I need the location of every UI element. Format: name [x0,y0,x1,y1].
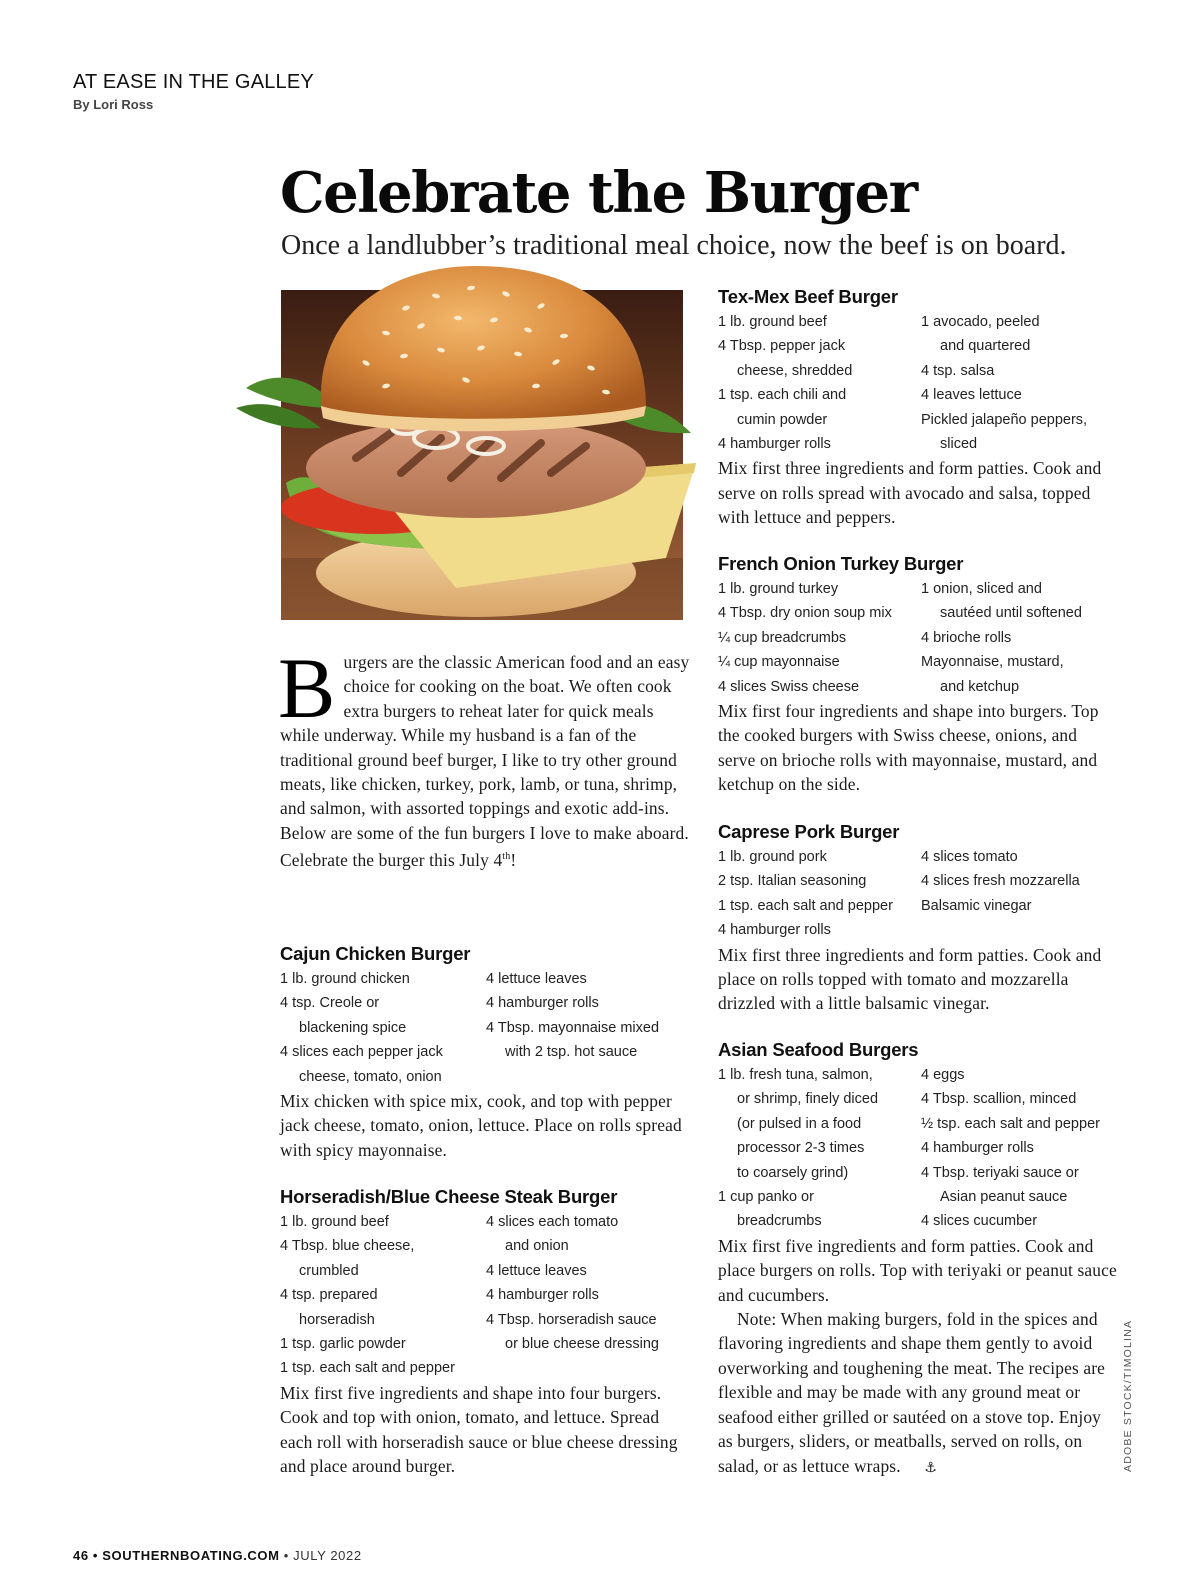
ingredient-item: sautéed until softened [940,605,1082,622]
ingredient-list [280,967,690,1089]
ingredient-column [718,577,921,699]
page-number: 46 [73,1548,89,1563]
burger-photo [226,258,698,624]
recipe-horseradish [280,1185,690,1478]
intro-text: urgers are the classic American food and an easy choice for cooking on the boat. We often cook extra burgers to reheat later for quick meals while underway. While my husband is a fan of the traditional ground beef burger, I like to try other ground meats, like chicken, turkey, pork, lamb, or tuna, shrimp, and salmon, with assorted toppings and exotic add-ins. Below are some of the fun burgers I love to make aboard. Celebrate the burger this July 4 [280,652,690,871]
recipe-cajun [280,942,690,1162]
ingredient-column [718,845,921,943]
ingredient-column [718,1063,921,1234]
recipe-directions: Mix first five ingredients and form patties. Cook and place burgers on rolls. Top with teriyaki or peanut sauce and cucumbers. [718,1235,1117,1305]
ingredient-column [921,310,1087,456]
ingredient-list [718,310,1118,456]
deck: Once a landlubber’s traditional meal choice, now the beef is on board. [281,230,1067,261]
cooking-note-text: Note: When making burgers, fold in the spices and flavoring ingredients and shape them gently to avoid overworking and toughening the meat. The recipes are flexible and may be made with any ground meat or seafood either grilled or sautéed on a stove top. Enjoy as burgers, sliders, or meatballs, served on rolls, on salad, or as lettuce wraps. [718,1309,1106,1476]
ingredient-item: 4 tsp. prepared [280,1287,378,1304]
ingredient-item: Balsamic vinegar [921,897,1032,914]
ingredient-item: 4 eggs [921,1067,965,1083]
ingredient-item: 4 Tbsp. pepper jack [718,338,846,355]
ingredient-item: 4 hamburger rolls [486,995,599,1012]
ingredient-list [280,1210,690,1381]
ingredient-item: 1 tsp. garlic powder [280,1336,406,1353]
ingredient-list [718,577,1118,699]
ingredient-item: sliced [940,436,978,453]
recipe-title: Tex-Mex Beef Burger [718,286,898,307]
ingredient-column [718,310,921,456]
ingredient-item: 1 avocado, peeled [921,314,1040,330]
ingredient-item: to coarsely grind) [737,1164,849,1181]
ingredient-item: ½ tsp. each salt and pepper [921,1115,1100,1132]
ingredient-list [718,1063,1118,1234]
ingredient-item: 1 lb. ground pork [718,849,827,865]
ingredient-item: 4 slices each tomato [486,1214,619,1230]
ingredient-item: or blue cheese dressing [505,1336,659,1353]
recipe-french-onion [718,552,1118,797]
ingredient-column [921,1063,1100,1234]
site-name: SOUTHERNBOATING.COM [102,1548,280,1563]
recipe-caprese [718,820,1118,1016]
ingredient-item: 4 tsp. salsa [921,362,995,379]
ingredient-column [486,1210,659,1381]
ingredient-column [486,967,659,1089]
ingredient-item: and quartered [940,338,1031,355]
ingredient-item: Asian peanut sauce [940,1189,1068,1206]
page-footer: 46 • SOUTHERNBOATING.COM • JULY 2022 [73,1548,362,1563]
intro-superscript: th [502,851,511,863]
ingredient-item: or shrimp, finely diced [737,1091,879,1108]
section-header [73,70,314,114]
ingredient-item: ¼ cup mayonnaise [718,654,840,671]
ingredient-item: 4 brioche rolls [921,629,1012,646]
ingredient-item: 4 hamburger rolls [718,922,831,939]
ingredient-item: 1 lb. ground turkey [718,581,839,597]
ingredient-item: 4 Tbsp. horseradish sauce [486,1311,657,1328]
ingredient-item: 4 lettuce leaves [486,971,587,987]
ingredient-item: 1 tsp. each chili and [718,387,847,404]
ingredient-item: 4 Tbsp. blue cheese, [280,1238,415,1255]
ingredient-item: and ketchup [940,678,1020,695]
ingredient-item: (or pulsed in a food [737,1115,862,1132]
ingredient-item: 4 Tbsp. scallion, minced [921,1091,1077,1108]
ingredient-item: blackening spice [299,1019,407,1036]
recipe-texmex [718,285,1118,530]
ingredient-item: and onion [505,1238,569,1255]
ingredient-item: 1 lb. ground chicken [280,971,410,987]
ingredient-item: 4 leaves lettuce [921,387,1022,404]
recipe-title: French Onion Turkey Burger [718,553,964,574]
ingredient-item: ¼ cup breadcrumbs [718,629,847,646]
ingredient-item: horseradish [299,1311,375,1328]
ingredient-item: 4 Tbsp. mayonnaise mixed [486,1019,660,1036]
ingredient-item: 4 lettuce leaves [486,1262,587,1279]
ingredient-item: Mayonnaise, mustard, [921,654,1064,671]
cooking-note [718,1307,1118,1480]
ingredient-item: 4 slices cucumber [921,1213,1038,1230]
recipe-directions: Mix first three ingredients and form patties. Cook and serve on rolls spread with avocado and salsa, topped with lettuce and peppers. [718,458,1102,528]
ingredient-item: 4 slices each pepper jack [280,1044,443,1061]
ingredient-item: 4 Tbsp. teriyaki sauce or [921,1164,1079,1181]
ingredient-item: 1 tsp. each salt and pepper [280,1360,455,1377]
ingredient-item: 4 hamburger rolls [486,1287,599,1304]
recipe-directions: Mix first five ingredients and shape into four burgers. Cook and top with onion, tomato, and lettuce. Spread each roll with horseradish sauce or blue cheese dressing and place around burger. [280,1382,678,1477]
ingredient-item: 4 slices Swiss cheese [718,678,860,695]
recipe-title: Horseradish/Blue Cheese Steak Burger [280,1186,618,1207]
ingredient-item: 1 tsp. each salt and pepper [718,897,893,914]
ingredient-item: 1 lb. ground beef [280,1214,389,1230]
drop-cap: B [278,640,336,736]
ingredient-column [280,967,486,1089]
ingredient-item: 1 lb. ground beef [718,314,827,330]
recipe-asian-seafood [718,1038,1118,1480]
recipe-directions: Mix first three ingredients and form patties. Cook and place on rolls topped with tomato and mozzarella drizzled with a little balsamic vinegar. [718,944,1102,1014]
ingredient-item: 2 tsp. Italian seasoning [718,873,867,890]
issue-date: JULY 2022 [293,1548,362,1563]
ingredient-item: 1 cup panko or [718,1189,814,1206]
ingredient-item: with 2 tsp. hot sauce [505,1044,638,1061]
ingredient-item: cumin powder [737,411,828,428]
recipe-title: Cajun Chicken Burger [280,943,471,964]
ingredient-item: 4 slices fresh mozzarella [921,873,1080,890]
photo-credit: ADOBE STOCK/TIMOLINA [1122,1319,1134,1472]
section-title: AT EASE IN THE GALLEY [73,71,314,93]
ingredient-item: 4 hamburger rolls [718,436,831,453]
ingredient-item: Pickled jalapeño peppers, [921,411,1088,428]
ingredient-item: 4 slices tomato [921,849,1018,865]
ingredient-column [921,577,1082,699]
recipe-title: Caprese Pork Burger [718,821,900,842]
recipe-title: Asian Seafood Burgers [718,1039,919,1060]
ingredient-item: cheese, tomato, onion [299,1068,442,1085]
ingredient-item: processor 2-3 times [737,1140,865,1157]
recipe-directions: Mix first four ingredients and shape into burgers. Top the cooked burgers with Swiss cheese, onions, and serve on brioche rolls with mayonnaise, mustard, and ketchup on the side. [718,701,1099,795]
ingredient-item: breadcrumbs [737,1213,822,1230]
headline: Celebrate the Burger [280,160,917,226]
ingredient-item: 4 Tbsp. dry onion soup mix [718,605,892,622]
ingredient-item: 1 onion, sliced and [921,581,1042,597]
ingredient-list [718,845,1118,943]
ingredient-column [921,845,1080,943]
ingredient-item: 1 lb. fresh tuna, salmon, [718,1067,873,1083]
ingredient-item: crumbled [299,1262,359,1279]
intro-text-end: ! [510,850,517,871]
end-mark-icon: ⚓ [924,1459,937,1476]
intro-paragraph [278,640,690,872]
ingredient-item: cheese, shredded [737,362,853,379]
ingredient-item: 4 tsp. Creole or [280,995,380,1012]
ingredient-item: 4 hamburger rolls [921,1140,1034,1157]
byline: By Lori Ross [73,97,154,112]
recipe-directions: Mix chicken with spice mix, cook, and top with pepper jack cheese, tomato, onion, lettuce. Place on rolls spread with spicy mayonnaise. [280,1091,682,1160]
ingredient-column [280,1210,486,1381]
